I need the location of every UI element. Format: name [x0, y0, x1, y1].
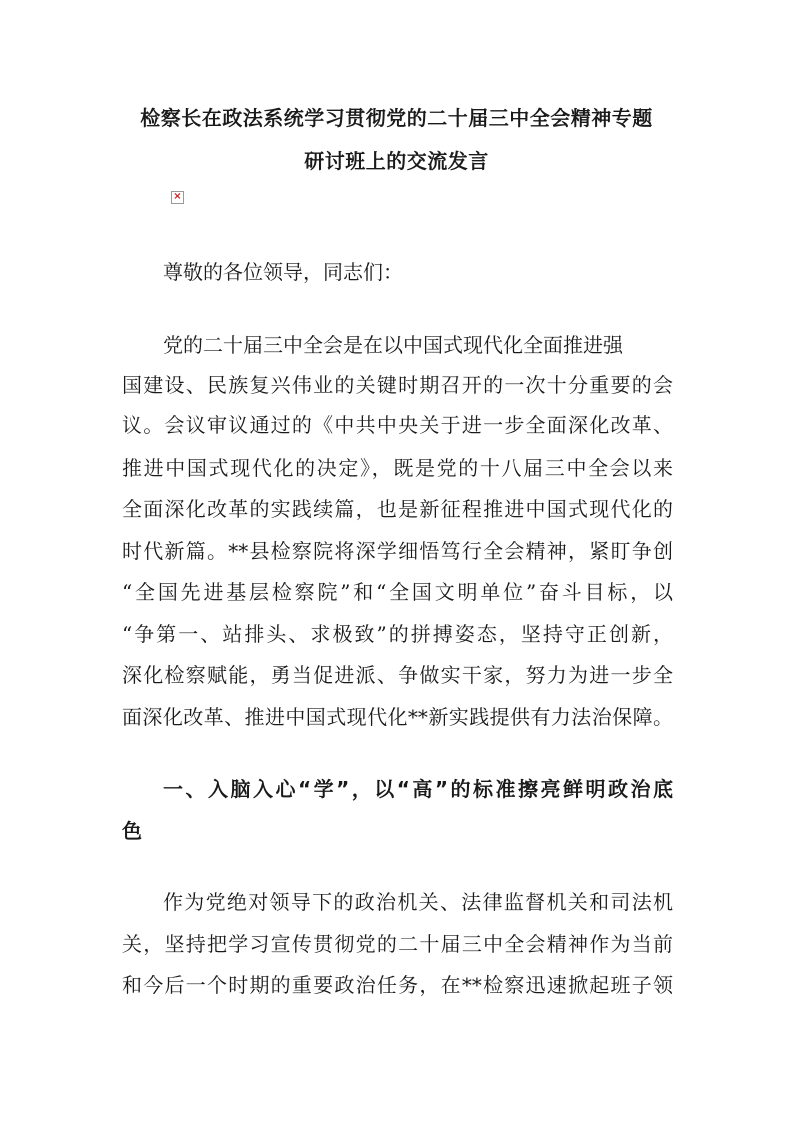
paragraph-1-line: 推进中国式现代化的决定》，既是党的十八届三中全会以来 — [122, 456, 673, 480]
section-heading-line: 色 — [122, 819, 142, 843]
paragraph-1-line: 面深化改革、推进中国式现代化**新实践提供有力法治保障。 — [122, 705, 673, 729]
section-heading-line: 一、入脑入心“学”，以“高”的标准擦亮鲜明政治底 — [163, 777, 673, 801]
paragraph-1-line: 议。会议审议通过的《中共中央关于进一步全面深化改革、 — [122, 413, 673, 437]
document-title-line-1: 检察长在政法系统学习贯彻党的二十届三中全会精神专题 — [140, 106, 653, 130]
paragraph-1-line: 深化检察赋能，勇当促进派、争做实干家，努力为进一步全 — [122, 663, 673, 687]
paragraph-2-line: 作为党绝对领导下的政治机关、法律监督机关和司法机 — [163, 890, 673, 914]
paragraph-2-line: 关，坚持把学习宣传贯彻党的二十届三中全会精神作为当前 — [122, 932, 673, 956]
document-title-line-2: 研讨班上的交流发言 — [304, 149, 489, 173]
salutation: 尊敬的各位领导，同志们： — [163, 260, 403, 284]
paragraph-1-line: “全国先进基层检察院”和“全国文明单位”奋斗目标，以 — [122, 580, 673, 604]
paragraph-1-line: 时代新篇。**县检察院将深学细悟笃行全会精神，紧盯争创 — [122, 539, 673, 563]
paragraph-1-line: 党的二十届三中全会是在以中国式现代化全面推进强 — [163, 333, 623, 357]
paragraph-1-line: 全面深化改革的实践续篇，也是新征程推进中国式现代化的 — [122, 497, 673, 521]
paragraph-1-line: “争第一、站排头、求极致”的拼搏姿态，坚持守正创新， — [122, 622, 673, 646]
broken-image-icon: × — [171, 191, 184, 204]
paragraph-2-line: 和今后一个时期的重要政治任务，在**检察迅速掀起班子领 — [122, 973, 673, 997]
paragraph-1-line: 国建设、民族复兴伟业的关键时期召开的一次十分重要的会 — [122, 373, 673, 397]
